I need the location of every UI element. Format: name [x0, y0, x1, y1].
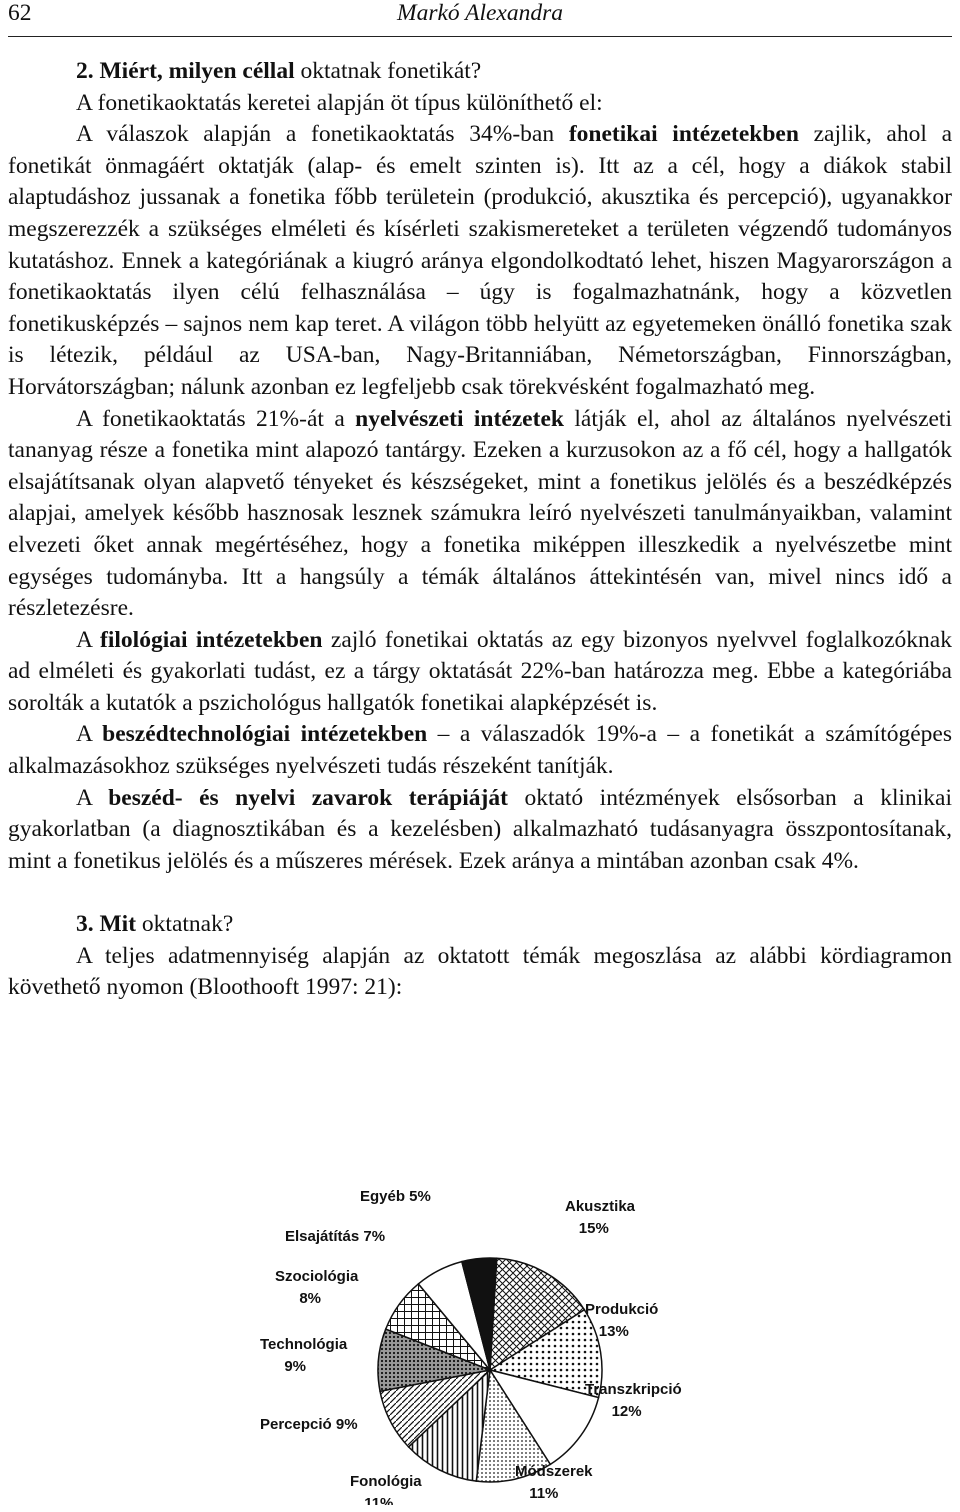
p5-text-1: A — [76, 784, 109, 811]
pie-value-akusztika: 15% — [578, 1220, 609, 1237]
pie-label-percepció: Percepció 9% — [260, 1416, 358, 1433]
pie-label-technológia: Technológia — [260, 1336, 348, 1353]
section-2-heading — [8, 56, 952, 88]
paragraph-nyelveszeti — [8, 404, 952, 625]
section-3-number: 3. — [76, 911, 94, 938]
section-3-heading — [8, 909, 952, 941]
pie-label-produkció: Produkció — [585, 1301, 659, 1318]
pie-value-szociológia: 8% — [299, 1290, 322, 1307]
p5-text-2: oktató intézmények elsősorban a klinikai gyakorlatban (a diagnosztikában és a kezelésben) alkalmazható tudásanyagra összpontosítanak, mint a fonetikus jelölés és a műszeres mérések. Ezek aránya a mintában azonban csak 4%. — [8, 784, 952, 874]
p2-bold: nyelvészeti intézetek — [355, 405, 564, 432]
p3-bold: filológiai intézetekben — [100, 626, 323, 653]
p5-bold: beszéd- és nyelvi zavarok terápiáját — [108, 784, 508, 811]
section-2-heading-bold: Miért, milyen céllal — [99, 58, 295, 84]
p4-text-1: A — [76, 721, 103, 748]
running-head: Markó Alexandra — [397, 0, 563, 26]
p2-text-2: látják el, ahol az általános nyelvészeti tananyag része a fonetika mint alapozó tantárgy. Ezeken a kurzusokon az a fő cél, hogy a hallgatók elsajátítsanak olyan alapvető tényeket és készségeket, mint a fonetikus jelölés és a beszédképzés alapjai, amelyek később hasznosak lesznek számukra leíró nyelvészeti tanulmányaikban, valamint elvezeti őket annak megértéséhez, hogy a fonetika miképpen illeszkedik a nyelvészetbe mint egységes tudományba. Itt a hangsúly a témák általános áttekintésén van, mivel nincs idő a részletezésre. — [8, 405, 952, 622]
p3-text-1: A — [76, 626, 101, 653]
pie-slices — [378, 1258, 602, 1482]
section-gap — [8, 877, 952, 909]
pie-value-technológia: 9% — [284, 1358, 307, 1375]
section-2-number: 2. — [76, 58, 94, 84]
paragraph-beszedtechnologiai — [8, 719, 952, 782]
page-number: 62 — [8, 0, 32, 26]
pie-label-elsajátítás: Elsajátítás 7% — [285, 1228, 386, 1245]
pie-label-egyéb: Egyéb 5% — [360, 1188, 431, 1205]
page-content — [8, 56, 952, 1004]
paragraph-filologiai — [8, 625, 952, 720]
section-3-heading-rest: oktatnak? — [136, 911, 234, 938]
pie-label-transzkripció: Transzkripció — [585, 1381, 682, 1398]
paragraph-terapia — [8, 783, 952, 878]
pie-label-akusztika: Akusztika — [565, 1198, 636, 1215]
pie-label-módszerek: Módszerek — [515, 1463, 593, 1480]
pie-value-módszerek: 11% — [529, 1485, 559, 1502]
paragraph-fonetikai — [8, 119, 952, 403]
section-3-intro: A teljes adatmennyiség alapján az oktatott témák megoszlása az alábbi kördiagramon követhető nyomon (Bloothooft 1997: 21): — [8, 942, 952, 1001]
p4-text-2: – a válaszadók 19%-a – a fonetikát a számítógépes alkalmazásokhoz szükséges nyelvészeti tudás részeként tanítják. — [8, 721, 952, 780]
pie-value-produkció: 13% — [598, 1323, 629, 1340]
pie-value-transzkripció: 12% — [611, 1403, 642, 1420]
p4-bold: beszédtechnológiai intézetekben — [102, 721, 428, 748]
pie-label-szociológia: Szociológia — [275, 1268, 359, 1285]
pie-chart-svg — [240, 1175, 720, 1505]
p3-text-2: zajló fonetikai oktatás az egy bizonyos nyelvvel foglalkozóknak ad elméleti és gyakorlati tudást, ez a tárgy oktatását 22%-ban határozza meg. Ebbe a kategóriába sorolták a kutatók a pszichológus hallgatók fonetikai alapképzését is. — [8, 626, 952, 716]
p1-text-2: zajlik, ahol a fonetikát önmagáért oktatják (alap- és emelt szinten is). Itt az a cél, hogy a diákok stabil alaptudáshoz jussanak a fonetika főbb területein (produkció, akusztika és percepció), ugyanakkor megszerezzék a szükséges elméleti és kísérleti szakismereteket a területen végzendő tudományos kutatáshoz. Ennek a kategóriának a kiugró aránya elgondolkodtató lehet, hiszen Magyarországon a fonetikaoktatás ilyen célú felhasználása – úgy is fogalmazhatnánk, hogy a közvetlen fonetikusképzés – sajnos nem kap teret. A világon több helyütt az egyetemeken önálló fonetika szak is létezik, például az USA-ban, Nagy-Britanniában, Németországban, Finnországban, Horvátországban; nálunk azonban ez legfeljebb csak törekvésként fogalmazható meg. — [8, 121, 953, 400]
pie-label-fonológia: Fonológia — [350, 1473, 422, 1490]
section-3-heading-bold: Mit — [99, 911, 137, 938]
pie-value-fonológia: 11% — [364, 1495, 394, 1505]
pie-chart — [240, 1175, 720, 1505]
p1-bold: fonetikai intézetekben — [568, 121, 799, 148]
page-header — [8, 0, 952, 37]
p2-text-1: A fonetikaoktatás 21%-át a — [76, 405, 356, 432]
p1-text-1: A válaszok alapján a fonetikaoktatás 34%-ban — [76, 121, 569, 148]
section-2-intro: A fonetikaoktatás keretei alapján öt típus különíthető el: — [76, 89, 603, 116]
section-2-heading-rest: oktatnak fonetikát? — [294, 58, 482, 84]
